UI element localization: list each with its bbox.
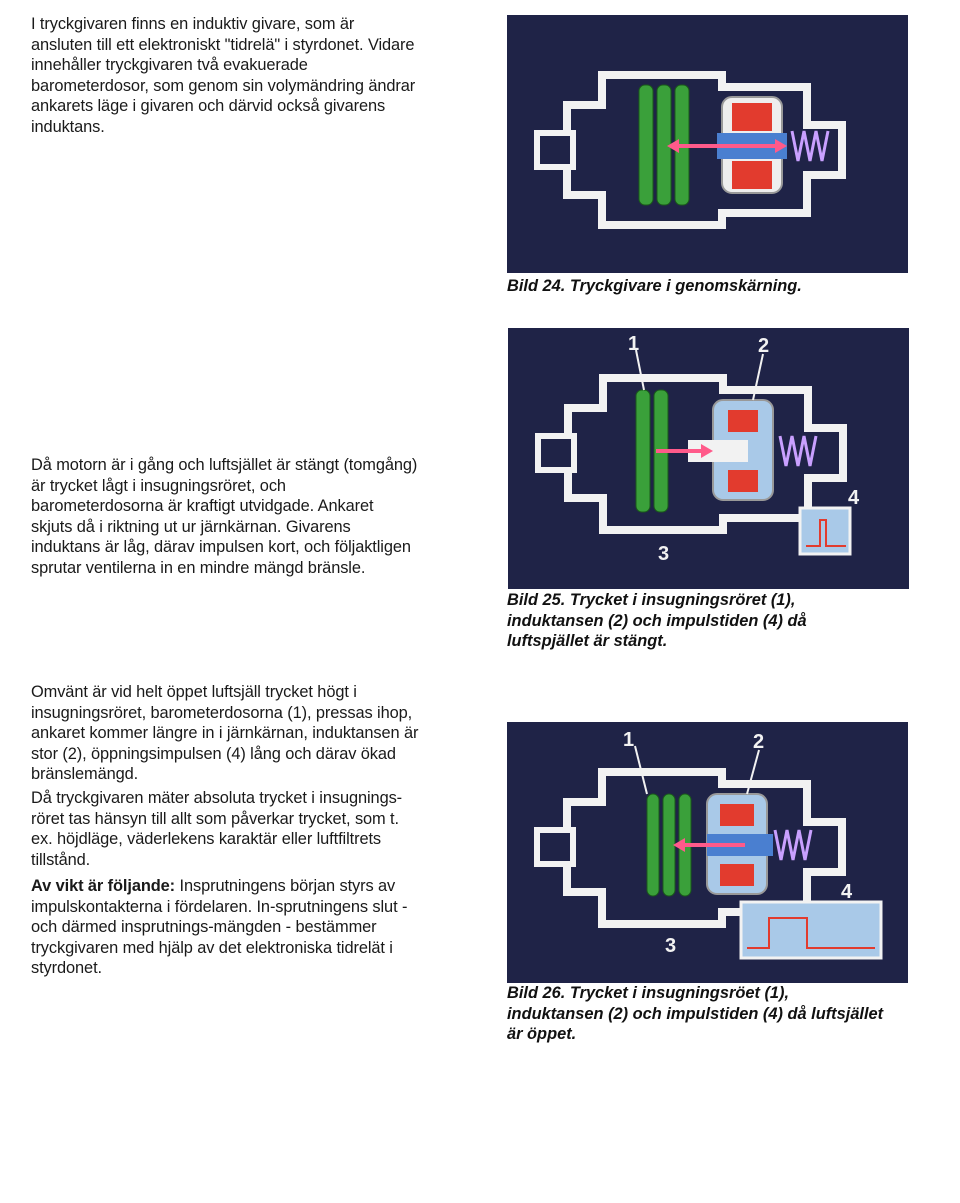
figure-bild25-label-1: 1 [628,333,640,355]
paragraph-absolute-pressure: Då tryckgivaren mäter absoluta trycket i insugnings- röret tas hänsyn till allt som påverkar trycket, som t. ex. höjdläge, väderlekens karaktär eller luftfiltrets tillstånd. [31,789,403,869]
figure-bild25-caption: Bild 25. Trycket i insugningsröret (1), induktansen (2) och impulstiden (4) då luftspjället är stängt. [507,591,807,650]
figure-bild26-label-3: 3 [665,935,677,957]
pressure-sensor-closed-throttle-drawing [508,328,909,589]
paragraph-open-throttle: Omvänt är vid helt öppet luftsjäll trycket högt i insugningsröret, barometerdosorna (1), pressas ihop, ankaret kommer längre in i järnkärnan, induktansen är stor (2), öppningsimpulsen (4) lång och därav ökad bränslemängd. [31,683,419,783]
figure-bild26-image [507,722,908,983]
figure-bild26-caption: Bild 26. Trycket i insugningsröet (1), induktansen (2) och impulstiden (4) då luftsjället är öppet. [507,984,884,1043]
figure-bild25-label-3: 3 [658,543,670,565]
figure-bild25-image [508,328,909,589]
figure-bild24-image [507,15,908,273]
figure-bild26-label-2: 2 [753,731,765,753]
figure-bild24-caption: Bild 24. Tryckgivare i genomskärning. [507,277,802,295]
paragraph-intro: I tryckgivaren finns en induktiv givare, som är ansluten till ett elektroniskt "tidrelä" i styrdonet. Vidare innehåller tryckgivaren två evakuerade barometerdosor, som genom sin volymändring ändrar ankarets läge i givaren och därvid också givarens induktans. [31,15,416,136]
pressure-sensor-open-throttle-drawing [507,722,908,983]
important-note-body: Insprutningens början styrs av impulskontakterna i fördelaren. In-sprutningens slut - och därmed insprutnings-mängden - bestämmer tryckgivaren med hjälp av det elektroniska tidrelät i styrdonet. [31,877,408,977]
paragraph-important-note [31,876,461,979]
important-note-lead: Av vikt är följande: [31,877,176,895]
paragraph-closed-throttle: Då motorn är i gång och luftsjället är stängt (tomgång) är trycket lågt i insugningsröret, och barometerdosorna är kraftigt utvidgade. Ankaret skjuts då i riktning ut ur järnkärnan. Givarens induktans är låg, därav impulsen kort, och följaktligen sprutar ventilerna in en mindre mängd bränsle. [31,456,418,577]
figure-bild25-label-2: 2 [758,335,770,357]
figure-bild26-label-1: 1 [623,729,635,751]
figure-bild26-label-4: 4 [841,881,853,903]
pressure-sensor-cutaway-drawing [507,15,908,273]
figure-bild25-label-4: 4 [848,487,860,509]
